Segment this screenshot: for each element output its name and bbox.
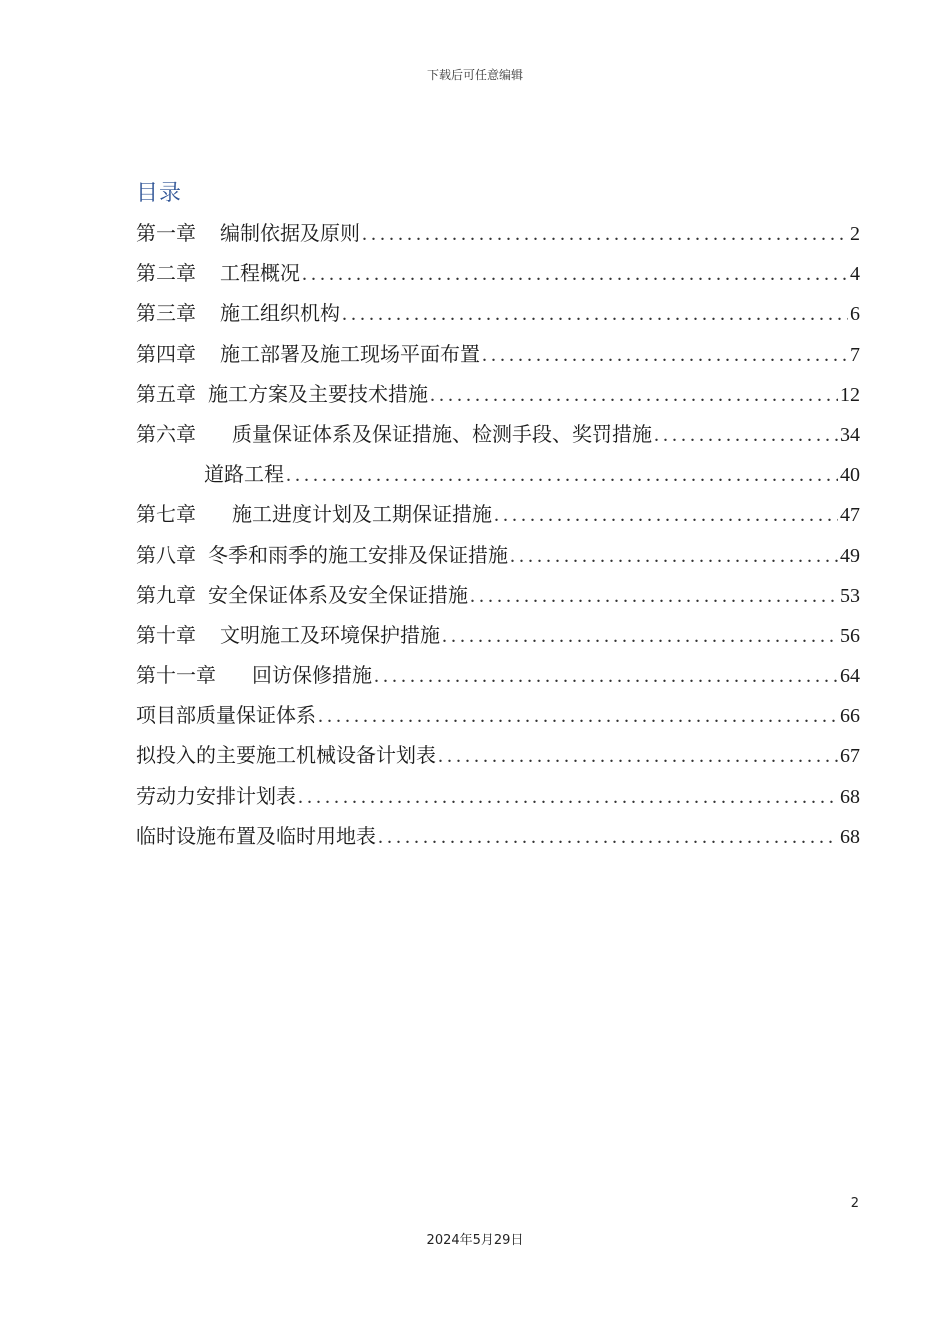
toc-entry-leader-dots	[318, 696, 838, 735]
toc-entry-leader-dots	[430, 375, 838, 414]
toc-entry-page: 40	[840, 464, 860, 487]
toc-entry-label	[136, 735, 436, 775]
toc-entry-title: 拟投入的主要施工机械设备计划表	[136, 743, 436, 768]
toc-entry-chapter: 第一章	[136, 221, 196, 245]
toc-entry-page: 49	[840, 544, 860, 567]
toc-entry[interactable]	[136, 575, 860, 615]
page-number: 2	[850, 1196, 859, 1211]
toc-entry-leader-dots	[362, 214, 848, 253]
toc-entry-page: 6	[850, 303, 860, 326]
toc-entry-label	[136, 816, 376, 856]
toc-entry-title: 施工部署及施工现场平面布置	[220, 341, 480, 366]
toc-entry-page: 2	[850, 223, 860, 245]
toc-entry-page: 68	[840, 785, 860, 808]
toc-entry-leader-dots	[298, 777, 838, 816]
toc-entry-title: 冬季和雨季的施工安排及保证措施	[208, 542, 508, 567]
toc-entry-leader-dots	[510, 536, 838, 575]
toc-title: 目录	[136, 181, 183, 206]
toc-entry-leader-dots	[482, 335, 848, 374]
toc-entry-leader-dots	[470, 576, 838, 615]
toc-entry-title: 劳动力安排计划表	[136, 783, 296, 808]
toc-entry-title: 文明施工及环境保护措施	[220, 622, 440, 647]
toc-entry-chapter: 第四章	[136, 341, 196, 366]
toc-entry-chapter: 第五章	[136, 381, 196, 406]
toc-entry-leader-dots	[286, 455, 838, 494]
toc-entry-chapter: 第三章	[136, 301, 196, 326]
toc-entry-label	[136, 213, 360, 253]
toc-entry-label	[136, 655, 372, 695]
toc-entry-page: 12	[840, 383, 860, 406]
toc-entry-title: 施工进度计划及工期保证措施	[232, 502, 492, 527]
toc-entry-leader-dots	[494, 495, 838, 534]
toc-entry-page: 68	[840, 825, 860, 848]
toc-entry-page: 7	[850, 343, 860, 366]
toc-entry[interactable]	[136, 615, 860, 655]
toc-entry[interactable]	[136, 776, 860, 816]
toc-entry-page: 64	[840, 665, 860, 688]
toc-entry[interactable]	[136, 695, 860, 735]
toc-entry-leader-dots	[438, 736, 838, 775]
toc-entry-chapter: 第六章	[136, 421, 196, 446]
toc-entry-label	[136, 575, 468, 615]
toc-entry-title: 工程概况	[220, 261, 300, 286]
toc-entry[interactable]	[136, 253, 860, 293]
toc-entry-page: 53	[840, 584, 860, 607]
header-note: 下载后可任意编辑	[426, 68, 523, 82]
toc-entry-title: 施工方案及主要技术措施	[208, 381, 428, 406]
toc-entry-leader-dots	[654, 415, 838, 454]
toc-entry-page: 56	[840, 624, 860, 647]
toc-entry-title: 项目部质量保证体系	[136, 703, 316, 728]
toc-entry-page: 34	[840, 423, 860, 446]
toc-entry[interactable]	[136, 535, 860, 575]
toc-entry[interactable]	[136, 334, 860, 374]
toc-entry[interactable]	[136, 213, 860, 253]
toc-entry[interactable]	[136, 735, 860, 775]
toc-entry-label	[136, 414, 652, 454]
table-of-contents	[136, 213, 860, 856]
toc-entry-chapter: 第十一章	[136, 663, 216, 688]
toc-entry[interactable]	[136, 816, 860, 856]
toc-entry-leader-dots	[374, 656, 838, 695]
toc-entry-label	[136, 695, 316, 735]
toc-entry-label	[136, 776, 296, 816]
toc-entry[interactable]	[136, 374, 860, 414]
toc-entry-label	[136, 253, 300, 293]
toc-entry-title: 质量保证体系及保证措施、检测手段、奖罚措施	[232, 421, 652, 446]
toc-entry[interactable]	[136, 414, 860, 454]
toc-entry-label	[136, 494, 492, 534]
toc-entry-title: 施工组织机构	[220, 301, 340, 326]
toc-entry-title: 道路工程	[204, 462, 284, 487]
toc-entry-label	[136, 293, 340, 333]
toc-entry-title: 临时设施布置及临时用地表	[136, 823, 376, 848]
toc-entry[interactable]	[136, 454, 860, 494]
toc-entry-title: 编制依据及原则	[220, 221, 360, 245]
toc-entry-title: 安全保证体系及安全保证措施	[208, 582, 468, 607]
toc-entry-label	[136, 615, 440, 655]
toc-entry-label	[204, 454, 284, 494]
toc-entry[interactable]	[136, 655, 860, 695]
toc-entry-chapter: 第九章	[136, 582, 196, 607]
toc-entry-page: 67	[840, 745, 860, 768]
toc-entry-chapter: 第七章	[136, 502, 196, 527]
toc-entry-chapter: 第八章	[136, 542, 196, 567]
toc-entry-title: 回访保修措施	[252, 663, 372, 688]
toc-entry-leader-dots	[442, 616, 838, 655]
toc-entry-label	[136, 535, 508, 575]
toc-entry-page: 4	[850, 263, 860, 286]
toc-entry[interactable]	[136, 494, 860, 534]
toc-entry-page: 47	[840, 504, 860, 527]
footer-date: 2024年5月29日	[426, 1233, 524, 1248]
toc-entry-page: 66	[840, 705, 860, 728]
toc-entry-leader-dots	[302, 254, 848, 293]
toc-entry-label	[136, 374, 428, 414]
toc-entry-chapter: 第二章	[136, 261, 196, 286]
toc-entry-chapter: 第十章	[136, 622, 196, 647]
toc-entry-label	[136, 334, 480, 374]
toc-entry-leader-dots	[378, 817, 838, 856]
toc-entry-leader-dots	[342, 294, 848, 333]
toc-entry[interactable]	[136, 293, 860, 333]
